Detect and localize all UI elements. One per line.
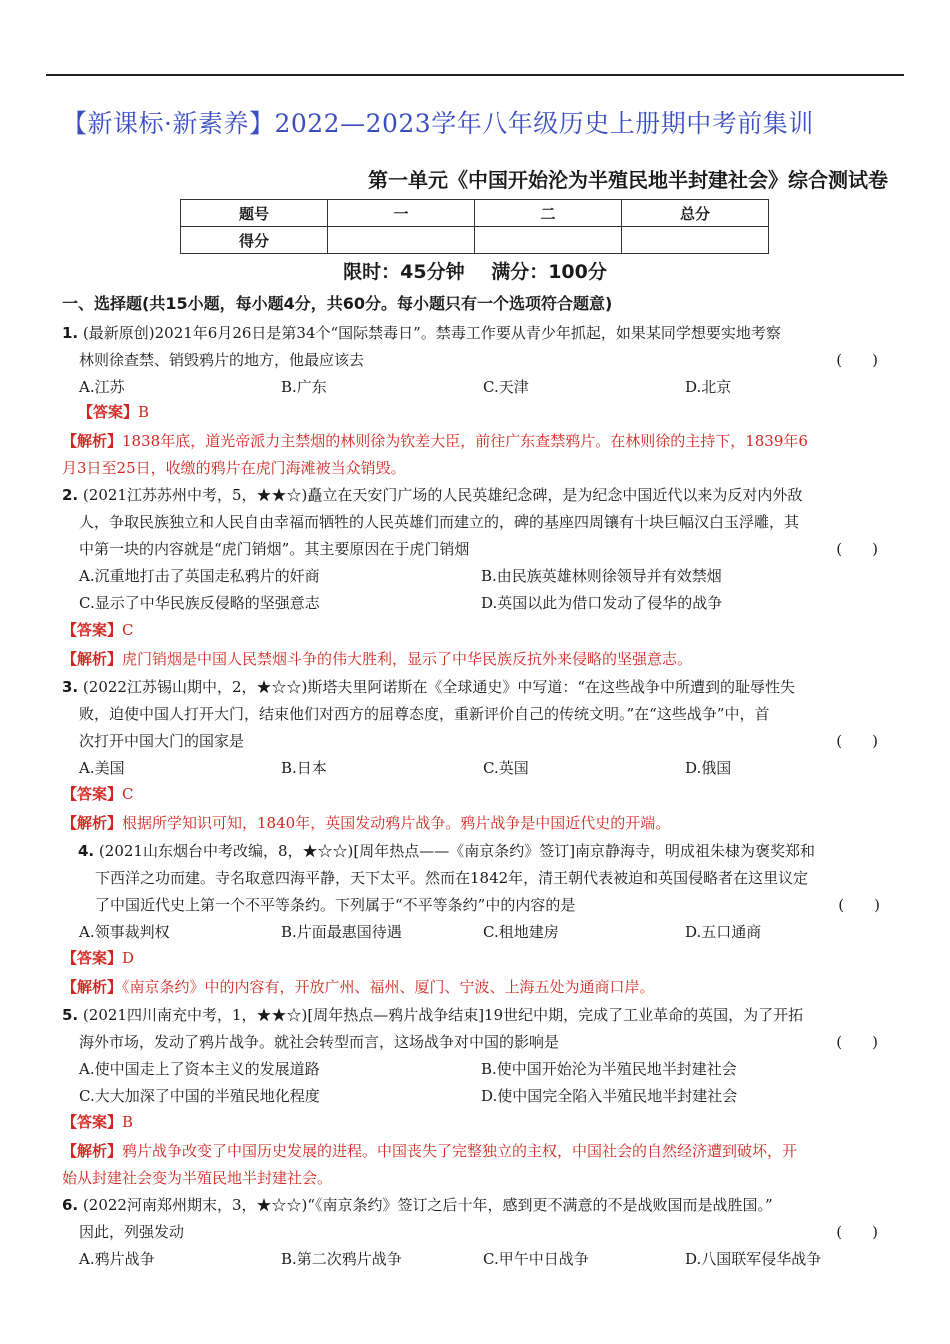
option-d: D.英国以此为借口发动了侵华的战争 (481, 594, 723, 612)
options (62, 563, 892, 590)
explanation-label: 【解析】 (62, 814, 123, 832)
score-row-label: 得分 (181, 227, 328, 254)
option-c: C.大大加深了中国的半殖民地化程度 (79, 1087, 320, 1105)
options (62, 1056, 892, 1083)
exam-limits (0, 257, 950, 284)
top-rule (46, 74, 904, 76)
option-b: B.广东 (281, 378, 327, 396)
question-4 (78, 838, 894, 919)
question-number: 4. (78, 842, 95, 860)
answer-blank: ( ) (838, 896, 880, 914)
answer-1 (78, 401, 149, 422)
document-subtitle: 第一单元《中国开始沦为半殖民地半封建社会》综合测试卷 (368, 168, 888, 192)
answer-2 (62, 619, 134, 640)
option-a: A.使中国走上了资本主义的发展道路 (79, 1060, 320, 1078)
question-number: 5. (62, 1006, 79, 1024)
answer-label: 【答案】 (78, 403, 139, 421)
option-b: B.日本 (281, 759, 327, 777)
option-c: C.显示了中华民族反侵略的坚强意志 (79, 594, 320, 612)
explanation-label: 【解析】 (62, 432, 123, 450)
answer-blank: ( ) (836, 1033, 878, 1051)
question-text: (2021四川南充中考，1，★★☆)[周年热点—鸦片战争结束]19世纪中期，完成了工业革命的英国，为了开拓 (82, 1006, 804, 1024)
explanation-text: 根据所学知识可知，1840年，英国发动鸦片战争。鸦片战争是中国近代史的开端。 (122, 814, 671, 832)
question-text: (2021山东烟台中考改编，8，★☆☆)[周年热点——《南京条约》签订]南京静海寺，明成祖朱棣为褒奖郑和 (98, 842, 816, 860)
question-4-options (62, 919, 892, 946)
question-text: 因此，列强发动 (79, 1223, 185, 1241)
score-header-cell: 一 (328, 200, 475, 227)
options (62, 1246, 892, 1273)
option-b: B.使中国开始沦为半殖民地半封建社会 (481, 1060, 737, 1078)
answer-5 (62, 1111, 133, 1132)
option-a: A.鸦片战争 (79, 1250, 155, 1268)
explanation-text: 虎门销烟是中国人民禁烟斗争的伟大胜利，显示了中华民族反抗外来侵略的坚强意志。 (122, 650, 693, 668)
answer-3 (62, 783, 134, 804)
explanation-1 (62, 428, 892, 482)
options (62, 1083, 892, 1110)
option-c: C.英国 (483, 759, 529, 777)
options (62, 590, 892, 617)
explanation-label: 【解析】 (62, 650, 123, 668)
option-d: D.北京 (685, 378, 732, 396)
question-5 (62, 1002, 892, 1110)
score-table-score-row (181, 227, 769, 254)
score-header-cell: 题号 (181, 200, 328, 227)
question-text: 败，迫使中国人打开大门，结束他们对西方的屈尊态度，重新评价自己的传统文明。”在“这些战争”中，首 (79, 705, 770, 723)
question-text: 人，争取民族独立和人民自由幸福而牺牲的人民英雄们而建立的，碑的基座四周镶有十块巨幅汉白玉浮雕，其 (79, 513, 800, 531)
answer-value: B (122, 1113, 134, 1131)
answer-4 (62, 947, 134, 968)
answer-value: C (122, 621, 134, 639)
option-c: C.甲午中日战争 (483, 1250, 589, 1268)
score-cell-empty (622, 227, 769, 254)
question-text: 林则徐查禁、销毁鸦片的地方，他最应该去 (79, 351, 365, 369)
question-number: 3. (62, 678, 79, 696)
score-cell-empty (328, 227, 475, 254)
score-header-cell: 总分 (622, 200, 769, 227)
question-number: 2. (62, 486, 79, 504)
option-a: A.美国 (79, 759, 125, 777)
question-text: 了中国近代史上第一个不平等条约。下列属于“不平等条约”中的内容的是 (95, 896, 576, 914)
score-cell-empty (475, 227, 622, 254)
answer-blank: ( ) (836, 540, 878, 558)
score-table-header-row (181, 200, 769, 227)
question-text: 次打开中国大门的国家是 (79, 732, 245, 750)
explanation-label: 【解析】 (62, 1142, 123, 1160)
option-b: B.由民族英雄林则徐领导并有效禁烟 (481, 567, 722, 585)
question-text: (最新原创)2021年6月26日是第34个“国际禁毒日”。禁毒工作要从青少年抓起，如果某同学想要实地考察 (82, 324, 781, 342)
question-1 (62, 320, 892, 401)
full-score: 满分：100分 (491, 261, 607, 283)
explanation-text: 《南京条约》中的内容有，开放广州、福州、厦门、宁波、上海五处为通商口岸。 (122, 978, 655, 996)
question-text: (2022江苏锡山期中，2，★☆☆)斯塔夫里阿诺斯在《全球通史》中写道：“在这些战争中所遭到的耻辱性失 (82, 678, 796, 696)
answer-blank: ( ) (836, 351, 878, 369)
explanation-2 (62, 646, 892, 673)
explanation-text: 鸦片战争改变了中国历史发展的进程。中国丧失了完整独立的主权，中国社会的自然经济遭到破坏，开 (122, 1142, 798, 1160)
answer-label: 【答案】 (62, 785, 123, 803)
question-number: 6. (62, 1196, 79, 1214)
answer-blank: ( ) (836, 732, 878, 750)
answer-label: 【答案】 (62, 949, 123, 967)
document-title: 【新课标·新素养】2022—2023学年八年级历史上册期中考前集训 (62, 109, 814, 138)
option-d: D.使中国完全陷入半殖民地半封建社会 (481, 1087, 738, 1105)
section-heading: 一、选择题(共15小题，每小题4分，共60分。每小题只有一个选项符合题意) (62, 294, 613, 313)
question-text: 中第一块的内容就是“虎门销烟”。其主要原因在于虎门销烟 (79, 540, 470, 558)
question-3 (62, 674, 892, 782)
question-text: 下西洋之功而建。寺名取意四海平静，天下太平。然而在1842年，清王朝代表被迫和英国侵略者在这里议定 (95, 869, 809, 887)
option-d: D.五口通商 (685, 923, 762, 941)
answer-value: D (122, 949, 135, 967)
options (62, 919, 892, 946)
option-b: B.第二次鸦片战争 (281, 1250, 402, 1268)
option-a: A.江苏 (79, 378, 125, 396)
options (62, 374, 892, 401)
option-d: D.八国联军侵华战争 (685, 1250, 822, 1268)
option-b: B.片面最惠国待遇 (281, 923, 402, 941)
time-limit: 限时：45分钟 (343, 261, 465, 283)
answer-label: 【答案】 (62, 1113, 123, 1131)
question-2 (62, 482, 892, 617)
answer-blank: ( ) (836, 1223, 878, 1241)
explanation-text: 月3日至25日，收缴的鸦片在虎门海滩被当众销毁。 (62, 459, 406, 477)
question-text: (2022河南郑州期末，3，★☆☆)“《南京条约》签订之后十年，感到更不满意的不是战败国而是战胜国。” (82, 1196, 773, 1214)
score-header-cell: 二 (475, 200, 622, 227)
question-number: 1. (62, 324, 79, 342)
explanation-3 (62, 810, 892, 837)
explanation-label: 【解析】 (62, 978, 123, 996)
option-a: A.沉重地打击了英国走私鸦片的奸商 (79, 567, 320, 585)
question-6 (62, 1192, 892, 1273)
question-text: (2021江苏苏州中考，5，★★☆)矗立在天安门广场的人民英雄纪念碑，是为纪念中国近代以来为反对内外敌 (82, 486, 803, 504)
answer-value: C (122, 785, 134, 803)
explanation-text: 1838年底，道光帝派力主禁烟的林则徐为钦差大臣，前往广东查禁鸦片。在林则徐的主持下，1839年6 (122, 432, 808, 450)
question-text: 海外市场，发动了鸦片战争。就社会转型而言，这场战争对中国的影响是 (79, 1033, 560, 1051)
answer-label: 【答案】 (62, 621, 123, 639)
option-a: A.领事裁判权 (79, 923, 170, 941)
option-c: C.租地建房 (483, 923, 559, 941)
score-table (180, 199, 769, 254)
option-c: C.天津 (483, 378, 529, 396)
option-d: D.俄国 (685, 759, 732, 777)
answer-value: B (138, 403, 150, 421)
explanation-4 (62, 974, 892, 1001)
explanation-5 (62, 1138, 892, 1192)
options (62, 755, 892, 782)
explanation-text: 始从封建社会变为半殖民地半封建社会。 (62, 1169, 333, 1187)
